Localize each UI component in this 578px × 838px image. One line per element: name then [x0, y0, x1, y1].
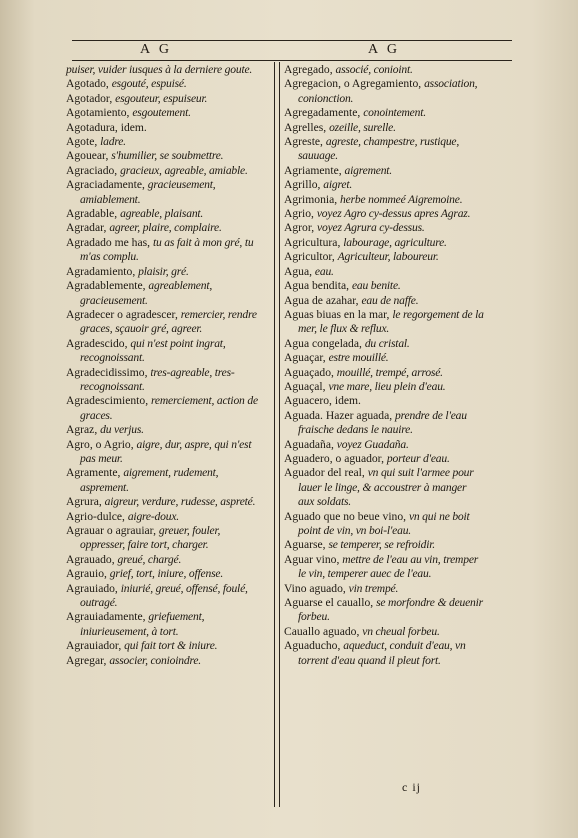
dictionary-entry	[66, 654, 262, 668]
entry-headword: Agrimonia,	[284, 192, 341, 206]
entry-definition: le regorgement de la mer, le flux & reflux.	[298, 307, 484, 336]
entry-headword: Agote,	[66, 135, 101, 149]
dictionary-entry	[284, 452, 484, 466]
entry-definition: greué, chargé.	[117, 552, 182, 566]
running-head-right: A G	[368, 42, 400, 57]
entry-headword: Agrio-dulce,	[66, 509, 128, 523]
entry-definition: aigre, dur, aspre, qui n'est pas meur.	[80, 437, 252, 465]
dictionary-entry	[66, 207, 262, 221]
entry-headword: Agrauiadamente,	[66, 610, 149, 624]
dictionary-entry	[284, 236, 484, 250]
dictionary-entry	[66, 567, 262, 581]
entry-definition: puiser, vuider iusques à la derniere goute.	[66, 63, 253, 76]
entry-headword: Aguar vino,	[284, 552, 343, 566]
entry-headword: Aguadaña,	[284, 437, 337, 451]
entry-headword: Agrillo,	[284, 178, 324, 192]
dictionary-entry	[66, 279, 262, 308]
dictionary-entry	[66, 582, 262, 611]
header-rule	[72, 60, 512, 61]
entry-definition: tu as fait à mon gré, tu m'as complu.	[80, 235, 254, 264]
entry-headword: Agraciado,	[66, 163, 121, 177]
dictionary-entry	[66, 639, 262, 653]
dictionary-entry	[284, 366, 484, 380]
entry-headword: Agricultura,	[284, 235, 344, 249]
entry-headword: Agua de azahar,	[284, 293, 362, 307]
entry-headword: Agradablemente,	[66, 279, 149, 293]
entry-headword: Agradecer o agradescer,	[66, 307, 181, 321]
dictionary-entry	[284, 553, 484, 582]
dictionary-entry	[66, 524, 262, 553]
entry-headword: Agrauado,	[66, 552, 118, 566]
entry-headword: Cauallo aguado,	[284, 624, 363, 638]
dictionary-entry	[66, 135, 262, 149]
entry-headword: Aguada. Hazer aguada,	[284, 408, 396, 422]
entry-definition: remerciement, action de graces.	[80, 394, 258, 422]
dictionary-entry	[284, 294, 484, 308]
entry-definition: griefuement, iniurieusement, à tort.	[80, 610, 205, 638]
dictionary-entry	[66, 553, 262, 567]
dictionary-entry	[284, 639, 484, 668]
entry-definition: eau de naffe.	[361, 293, 419, 307]
dictionary-entry	[284, 308, 484, 337]
entry-headword: Agro, o Agrio,	[66, 437, 137, 451]
left-column	[66, 63, 262, 668]
entry-headword: Agotamiento,	[66, 106, 133, 120]
entry-headword: Agradecidissimo,	[66, 365, 151, 379]
entry-definition: aigreur, verdure, rudesse, aspreté.	[104, 495, 256, 509]
running-head-left: A G	[140, 42, 172, 57]
dictionary-entry	[284, 63, 484, 77]
dictionary-entry	[284, 582, 484, 596]
dictionary-entry	[66, 337, 262, 366]
entry-headword: Agotadura, idem.	[66, 120, 147, 134]
entry-definition: greuer, fouler, oppresser, faire tort, charger.	[80, 524, 221, 552]
entry-headword: Agregado,	[284, 63, 336, 76]
dictionary-entry	[66, 308, 262, 337]
entry-headword: Agrauio,	[66, 567, 110, 581]
dictionary-entry	[66, 149, 262, 163]
entry-definition: se morfondre & deuenir forbeu.	[298, 596, 483, 624]
dictionary-entry	[284, 77, 484, 106]
entry-headword: Agricultor,	[284, 250, 338, 264]
entry-definition: mouillé, trempé, arrosé.	[336, 365, 443, 379]
dictionary-entry	[284, 466, 484, 509]
dictionary-entry	[284, 164, 484, 178]
dictionary-entry	[66, 510, 262, 524]
dictionary-entry	[284, 625, 484, 639]
entry-definition: associer, conioindre.	[109, 653, 201, 667]
dictionary-entry	[66, 77, 262, 91]
entry-definition: se temperer, se refroidir.	[328, 538, 435, 552]
entry-headword: Agradescido,	[66, 336, 131, 350]
entry-headword: Agrauar o agrauiar,	[66, 524, 159, 537]
dictionary-entry	[284, 106, 484, 120]
dictionary-entry	[284, 135, 484, 164]
dictionary-entry	[66, 466, 262, 495]
dictionary-entry	[284, 207, 484, 221]
entry-definition: s'humilier, se soubmettre.	[111, 149, 224, 163]
entry-definition: iniurié, greué, offensé, foulé, outragé.	[80, 581, 248, 610]
entry-definition: agreste, champestre, rustique, sauuage.	[298, 135, 460, 163]
entry-definition: qui fait tort & iniure.	[124, 639, 218, 653]
entry-headword: Aguado que no beue vino,	[284, 509, 409, 523]
dictionary-entry	[284, 193, 484, 207]
entry-headword: Agror,	[284, 221, 318, 235]
entry-definition: aigre-doux.	[127, 509, 179, 523]
entry-headword: Agua bendita,	[284, 279, 352, 293]
dictionary-entry	[66, 610, 262, 639]
dictionary-entry	[284, 438, 484, 452]
dictionary-entry	[284, 121, 484, 135]
entry-definition: agreablement, gracieusement.	[80, 279, 213, 307]
entry-headword: Agua,	[284, 264, 315, 278]
entry-definition: estre mouillé.	[328, 351, 389, 365]
entry-definition: herbe nommeé Aigremoine.	[340, 192, 463, 206]
entry-headword: Agregar,	[66, 653, 110, 667]
entry-definition: vin trempé.	[348, 581, 399, 595]
dictionary-entry	[284, 337, 484, 351]
dictionary-entry	[284, 351, 484, 365]
dictionary-entry	[66, 92, 262, 106]
entry-definition: voyez Guadaña.	[336, 437, 409, 451]
dictionary-entry	[66, 63, 262, 77]
dictionary-entry	[284, 510, 484, 539]
entry-definition: eau.	[314, 264, 334, 278]
entry-headword: Aguas biuas en la mar,	[284, 307, 393, 321]
entry-definition: prendre de l'eau fraische dedans le nauire.	[298, 408, 467, 437]
entry-headword: Agradable,	[66, 207, 121, 221]
entry-headword: Agotador,	[66, 91, 116, 105]
entry-headword: Agregacion, o Agregamiento,	[284, 77, 425, 91]
entry-definition: mettre de l'eau au vin, tremper le vin, temperer auec de l'eau.	[298, 552, 479, 581]
dictionary-entry	[66, 178, 262, 207]
entry-headword: Agradescimiento,	[66, 394, 151, 408]
entry-definition: ozeille, surelle.	[329, 120, 396, 134]
dictionary-entry	[66, 265, 262, 279]
dictionary-entry	[66, 423, 262, 437]
signature-mark: c ij	[402, 780, 421, 794]
entry-definition: aigrement.	[344, 163, 393, 177]
dictionary-entry	[66, 394, 262, 423]
entry-definition: plaisir, gré.	[138, 264, 189, 278]
dictionary-entry	[66, 221, 262, 235]
entry-headword: Agregadamente,	[284, 106, 364, 120]
entry-definition: associé, conioint.	[335, 63, 413, 76]
entry-headword: Agua congelada,	[284, 336, 365, 350]
entry-definition: agreer, plaire, complaire.	[109, 221, 222, 235]
entry-definition: agreable, plaisant.	[120, 207, 204, 221]
entry-definition: association, conionction.	[298, 77, 478, 105]
entry-definition: grief, tort, iniure, offense.	[109, 567, 224, 581]
entry-definition: eau benite.	[351, 279, 401, 293]
entry-definition: Agriculteur, laboureur.	[337, 250, 439, 264]
entry-headword: Aguador del real,	[284, 466, 368, 480]
dictionary-entry	[66, 495, 262, 509]
dictionary-entry	[284, 265, 484, 279]
entry-headword: Agraciadamente,	[66, 178, 148, 192]
entry-definition: voyez Agrura cy-dessus.	[317, 221, 425, 235]
entry-definition: gracieusement, amiablement.	[80, 178, 216, 206]
entry-definition: vn qui suit l'armee pour lauer le linge, & accoustrer à manger aux soldats.	[298, 466, 474, 509]
entry-definition: vn cheual forbeu.	[362, 624, 440, 638]
entry-headword: Aguarse,	[284, 538, 329, 552]
entry-headword: Agradamiento,	[66, 264, 139, 278]
right-column	[284, 63, 484, 668]
entry-headword: Agrauiado,	[66, 581, 121, 595]
dictionary-entry	[284, 221, 484, 235]
dictionary-entry	[284, 380, 484, 394]
dictionary-entry	[66, 438, 262, 467]
entry-definition: esgouté, espuisé.	[111, 77, 187, 91]
dictionary-entry	[66, 236, 262, 265]
entry-headword: Agotado,	[66, 77, 112, 91]
entry-headword: Aguaçar,	[284, 351, 329, 365]
entry-headword: Vino aguado,	[284, 581, 349, 595]
entry-headword: Aguaçal,	[284, 379, 329, 393]
entry-definition: du cristal.	[364, 336, 410, 350]
entry-definition: esgouteur, espuiseur.	[115, 91, 208, 105]
entry-headword: Aguadero, o aguador,	[284, 451, 387, 465]
entry-definition: labourage, agriculture.	[343, 235, 447, 249]
dictionary-entry	[66, 121, 262, 135]
entry-definition: vne mare, lieu plein d'eau.	[328, 379, 446, 393]
entry-headword: Aguarse el cauallo,	[284, 596, 377, 610]
dictionary-entry	[284, 178, 484, 192]
entry-definition: esgoutement.	[132, 106, 191, 120]
entry-definition: tres-agreable, tres-recognoissant.	[80, 365, 235, 393]
entry-definition: qui n'est point ingrat, recognoissant.	[80, 336, 226, 365]
entry-headword: Agradar,	[66, 221, 110, 235]
dictionary-entry	[284, 596, 484, 625]
entry-definition: vn qui ne boit point de vin, vn boi-l'eau.	[298, 509, 470, 537]
dictionary-entry	[284, 279, 484, 293]
entry-headword: Agramente,	[66, 466, 124, 480]
dictionary-entry	[66, 164, 262, 178]
entry-definition: gracieux, agreable, amiable.	[120, 163, 248, 177]
entry-definition: du verjus.	[100, 423, 144, 437]
entry-definition: aigret.	[323, 178, 353, 192]
dictionary-entry	[284, 250, 484, 264]
entry-definition: porteur d'eau.	[386, 451, 450, 465]
top-rule	[72, 40, 512, 41]
entry-headword: Agradado me has,	[66, 235, 153, 249]
entry-headword: Agouear,	[66, 149, 112, 163]
entry-headword: Agrelles,	[284, 120, 330, 134]
entry-definition: aigrement, rudement, asprement.	[80, 466, 219, 494]
entry-headword: Aguacero, idem.	[284, 394, 361, 408]
entry-headword: Agriamente,	[284, 163, 345, 177]
entry-definition: aqueduct, conduit d'eau, vn torrent d'eau quand il pleut fort.	[298, 639, 466, 667]
entry-definition: ladre.	[100, 135, 126, 149]
entry-headword: Agreste,	[284, 135, 326, 149]
entry-headword: Agrura,	[66, 495, 105, 509]
entry-definition: voyez Agro cy-dessus apres Agraz.	[316, 207, 471, 221]
dictionary-entry	[284, 538, 484, 552]
dictionary-entry	[284, 409, 484, 438]
dictionary-entry	[66, 366, 262, 395]
dictionary-entry	[284, 394, 484, 408]
entry-definition: conointement.	[363, 106, 426, 120]
entry-headword: Agrio,	[284, 207, 317, 221]
dictionary-entry	[66, 106, 262, 120]
entry-headword: Aguaducho,	[284, 639, 344, 653]
entry-headword: Aguaçado,	[284, 365, 337, 379]
entry-definition: remercier, rendre graces, sçauoir gré, agreer.	[80, 307, 257, 336]
entry-headword: Agrauiador,	[66, 639, 125, 653]
column-divider	[274, 62, 280, 807]
entry-headword: Agraz,	[66, 423, 101, 437]
